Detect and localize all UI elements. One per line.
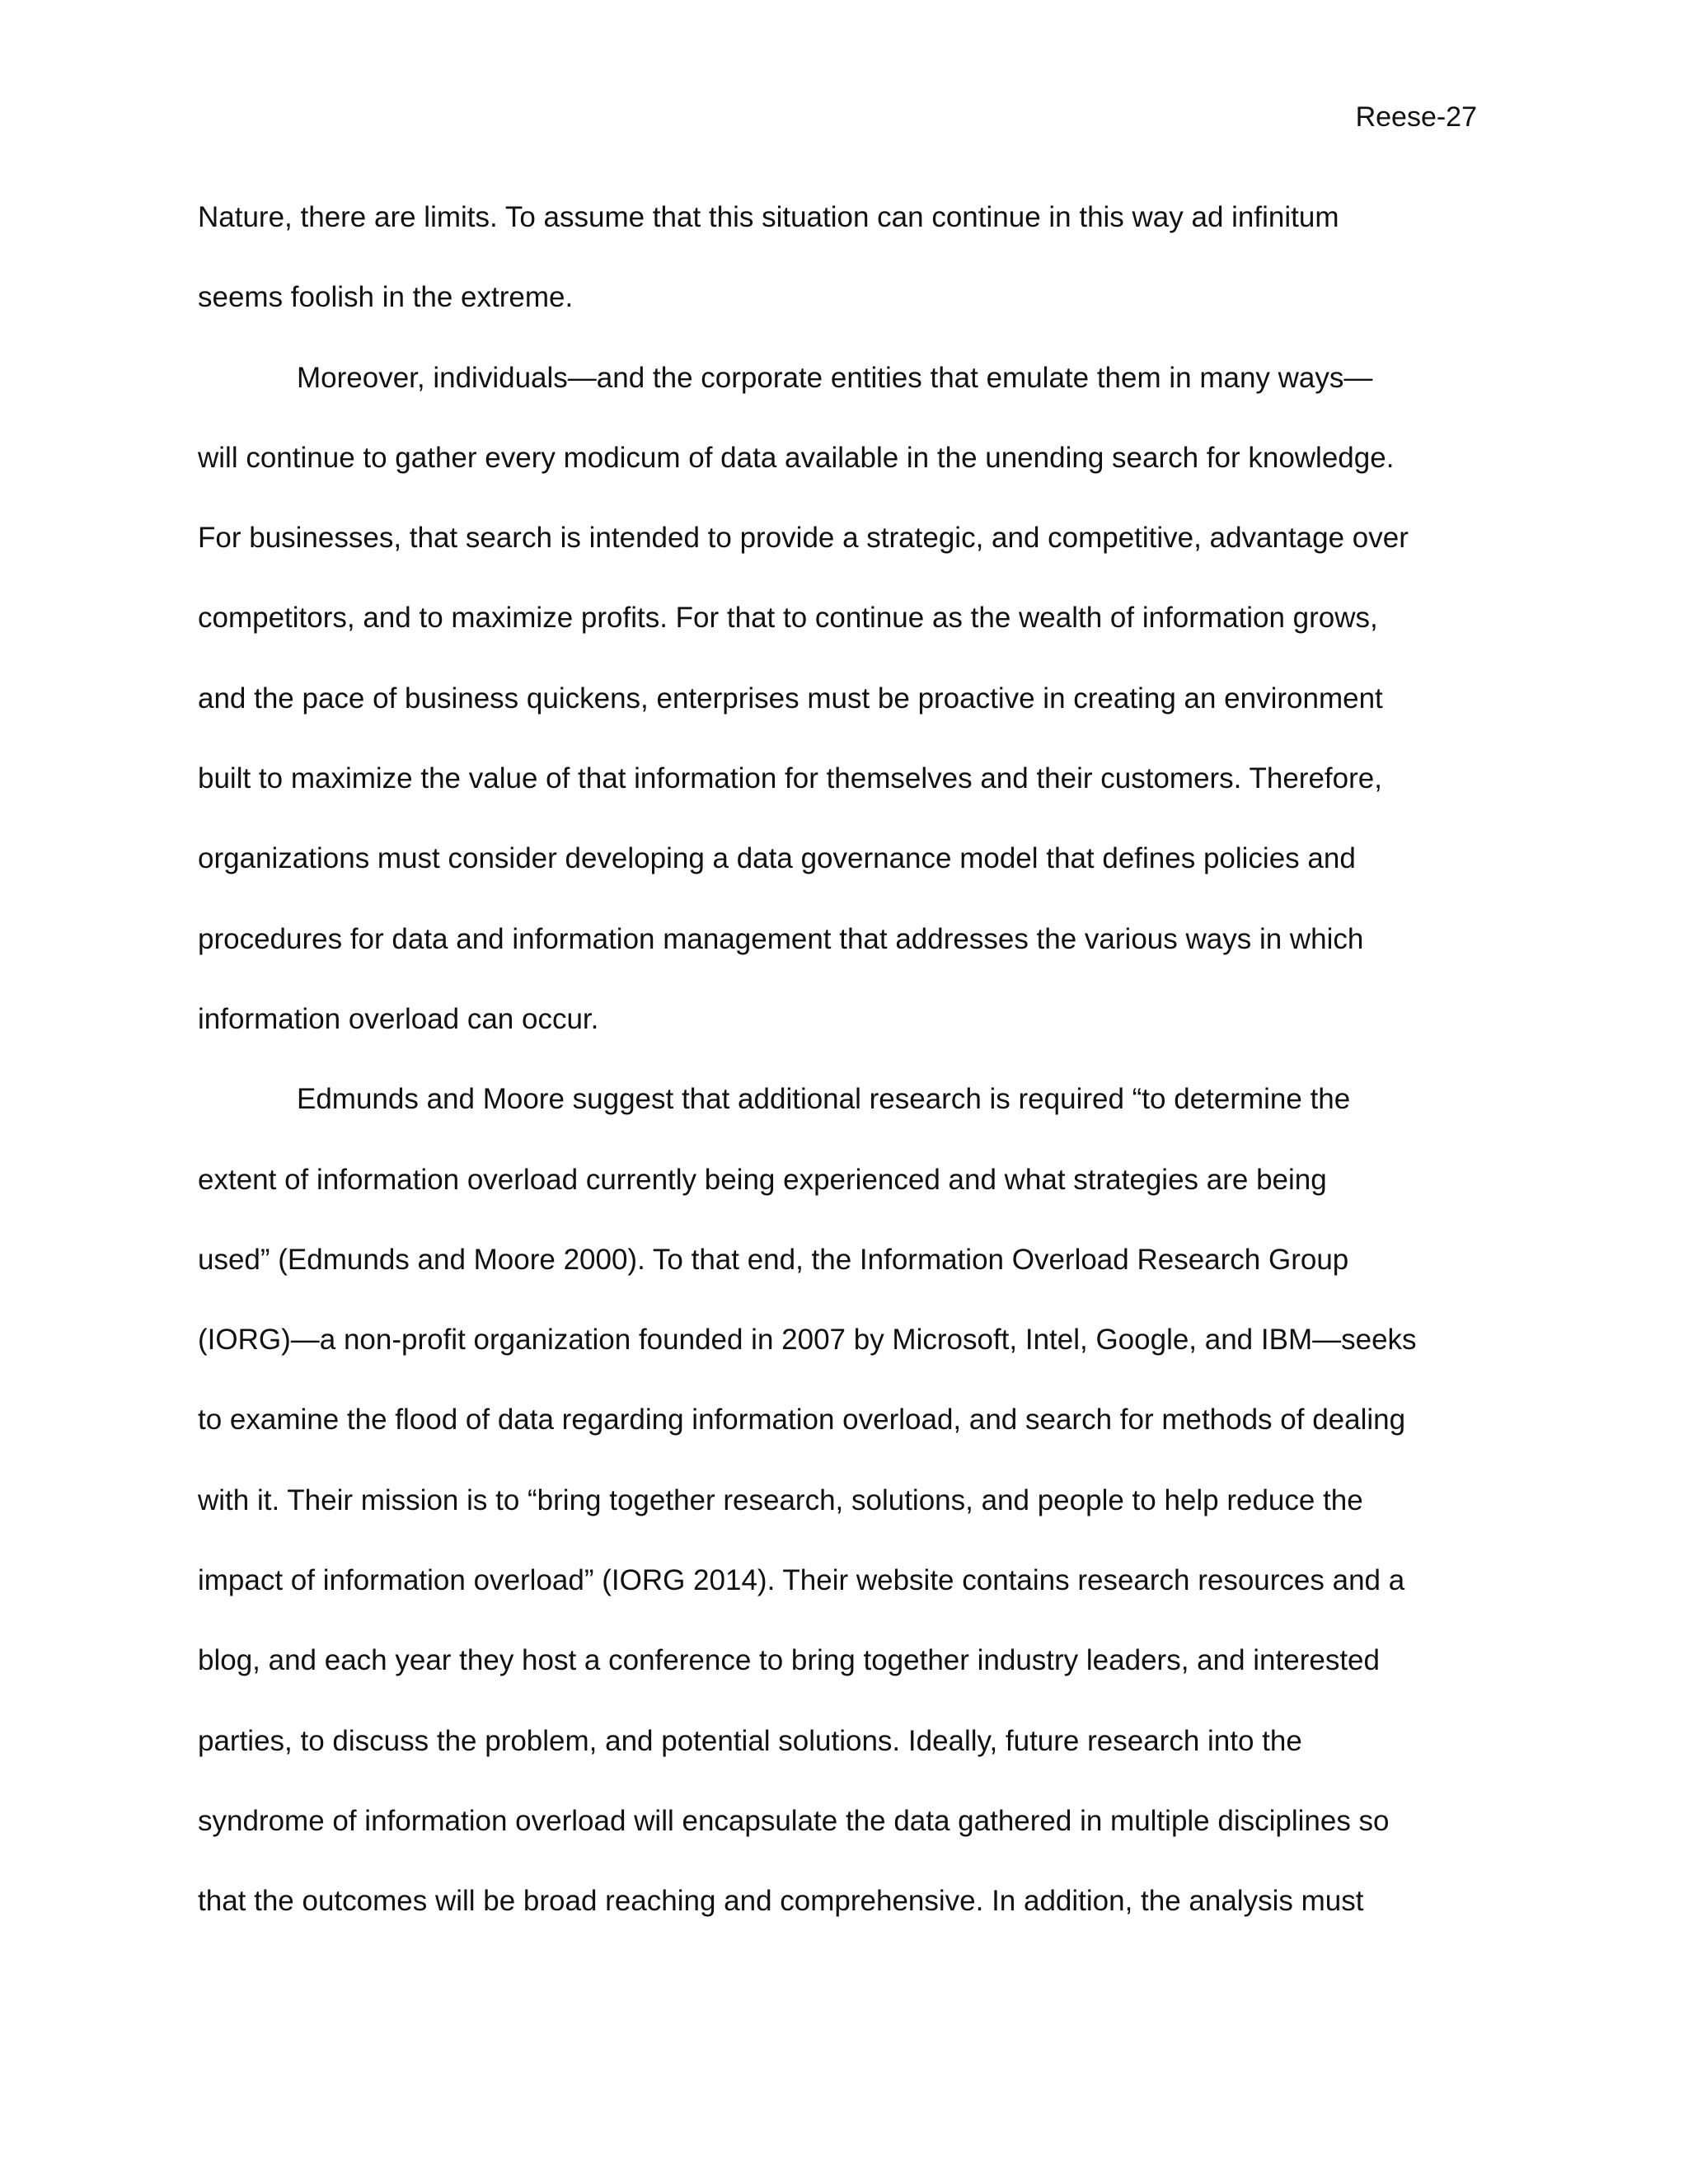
- body-text: [198, 201, 1500, 1966]
- text-line-paragraph-start: Edmunds and Moore suggest that additional research is required “to determine the: [297, 1083, 1351, 1116]
- text-line: Nature, there are limits. To assume that this situation can continue in this way ad infinitum: [198, 201, 1339, 233]
- text-line: (IORG)—a non-profit organization founded in 2007 by Microsoft, Intel, Google, and IBM—seeks: [198, 1324, 1417, 1357]
- text-line: parties, to discuss the problem, and potential solutions. Ideally, future research into the: [198, 1724, 1302, 1757]
- text-line: For businesses, that search is intended to provide a strategic, and competitive, advantage over: [198, 522, 1409, 555]
- text-line-paragraph-start: Moreover, individuals—and the corporate entities that emulate them in many ways—: [297, 361, 1373, 394]
- text-line: seems foolish in the extreme.: [198, 281, 574, 314]
- text-line: to examine the flood of data regarding information overload, and search for methods of dealing: [198, 1404, 1406, 1436]
- text-line: that the outcomes will be broad reaching and comprehensive. In addition, the analysis must: [198, 1885, 1364, 1918]
- text-line: used” (Edmunds and Moore 2000). To that end, the Information Overload Research Group: [198, 1243, 1349, 1276]
- text-line: and the pace of business quickens, enterprises must be proactive in creating an environment: [198, 682, 1383, 715]
- text-line: organizations must consider developing a data governance model that defines policies and: [198, 842, 1356, 875]
- text-line: syndrome of information overload will encapsulate the data gathered in multiple disciplines so: [198, 1804, 1390, 1837]
- text-line: competitors, and to maximize profits. For that to continue as the wealth of information grows,: [198, 602, 1378, 635]
- text-line: extent of information overload currently being experienced and what strategies are being: [198, 1163, 1327, 1196]
- text-line: built to maximize the value of that information for themselves and their customers. Therefore,: [198, 762, 1382, 795]
- text-line: with it. Their mission is to “bring together research, solutions, and people to help reduce the: [198, 1483, 1363, 1516]
- text-line: impact of information overload” (IORG 2014). Their website contains research resources and a: [198, 1564, 1405, 1597]
- running-head-page-number: Reese-27: [1355, 101, 1477, 133]
- text-line: will continue to gather every modicum of data available in the unending search for knowledge.: [198, 441, 1395, 474]
- text-line: information overload can occur.: [198, 1002, 599, 1035]
- text-line: procedures for data and information management that addresses the various ways in which: [198, 922, 1364, 955]
- text-line: blog, and each year they host a conference to bring together industry leaders, and interested: [198, 1644, 1380, 1677]
